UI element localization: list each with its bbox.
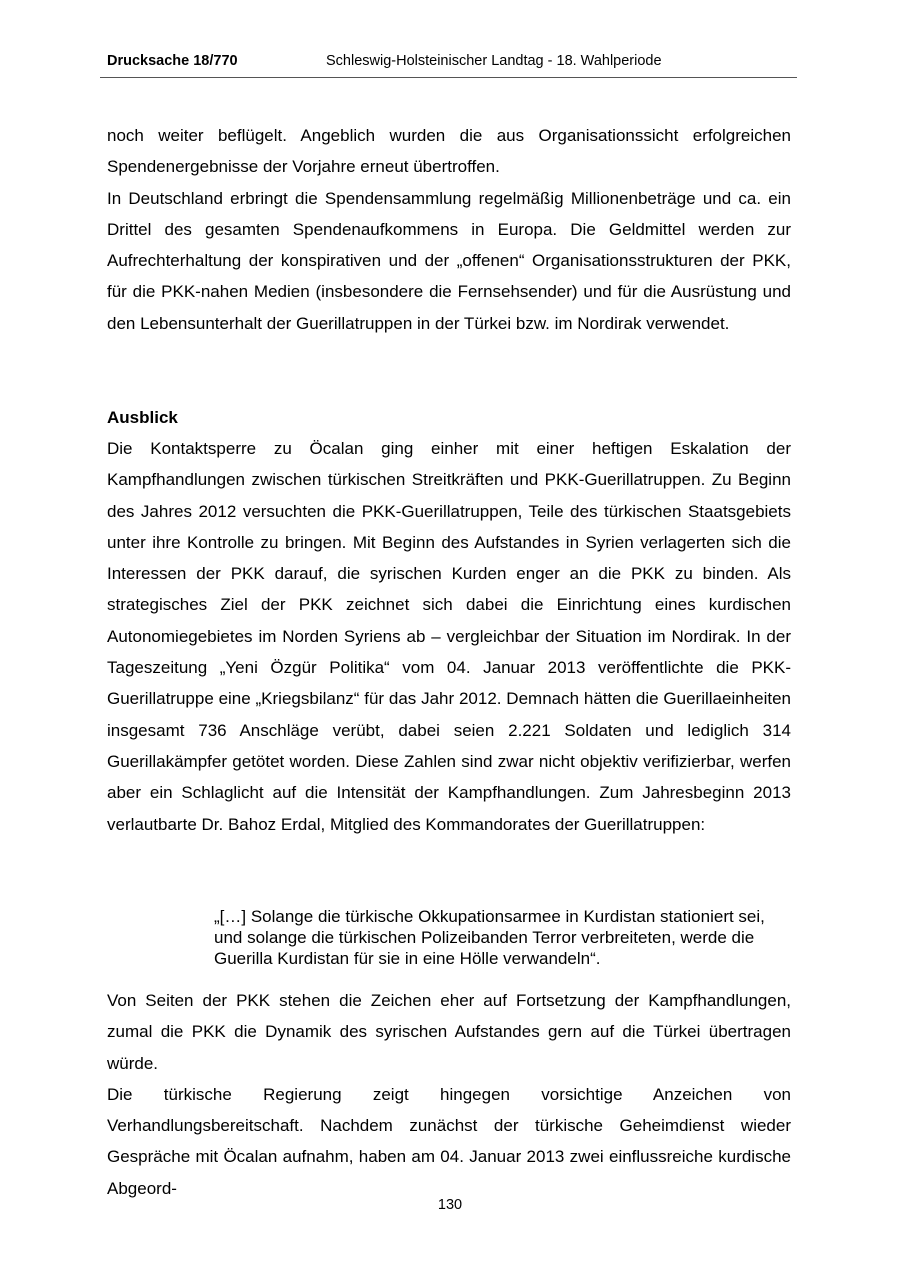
- paragraph-pkk-outlook: Von Seiten der PKK stehen die Zeichen eher auf Fortsetzung der Kampfhandlungen, zumal die PKK die Dynamik des syrischen Aufstandes gern auf die Türkei übertragen würde.: [107, 991, 791, 1073]
- section-heading-ausblick: Ausblick: [107, 408, 178, 427]
- intro-text-block: [107, 120, 791, 339]
- paragraph-donations-germany: In Deutschland erbringt die Spendensammlung regelmäßig Millionenbeträge und ca. ein Drittel des gesamten Spendenaufkommens in Europa. Die Geldmittel werden zur Aufrechterhaltung der konspirativen und der „offenen“ Organisationsstrukturen der PKK, für die PKK-nahen Medien (insbesondere die Fernsehsender) und für die Ausrüstung und den Lebensunterhalt der Guerillatruppen in der Türkei bzw. im Nordirak verwendet.: [107, 188, 791, 333]
- paragraph-donations-result: noch weiter beflügelt. Angeblich wurden die aus Organisationssicht erfolgreichen Spendenergebnisse der Vorjahre erneut übertroffen.: [107, 126, 791, 177]
- quote-bahoz-erdal: „[…] Solange die türkische Okkupationsarmee in Kurdistan stationiert sei, und solange die türkischen Polizeibanden Terror verbreiteten, werde die Guerilla Kurdistan für sie in eine Hölle verwandeln“.: [214, 907, 765, 968]
- paragraph-turkish-government: Die türkische Regierung zeigt hingegen vorsichtige Anzeichen von Verhandlungsbereitschaft. Nachdem zunächst der türkische Geheimdienst wieder Gespräche mit Öcalan aufnahm, haben am 04. Januar 2013 zwei einflussreiche kurdische Abgeord-: [107, 1084, 791, 1198]
- closing-text-block: [107, 985, 791, 1204]
- page-header: [100, 50, 797, 78]
- page-number: 130: [437, 1197, 463, 1213]
- parliament-title: Schleswig-Holsteinischer Landtag - 18. Wahlperiode: [326, 53, 662, 69]
- document-number: Drucksache 18/770: [107, 53, 238, 69]
- paragraph-escalation: Die Kontaktsperre zu Öcalan ging einher mit einer heftigen Eskalation der Kampfhandlungen zwischen türkischen Streitkräften und PKK-Guerillatruppen. Zu Beginn des Jahres 2012 versuchten die PKK-Guerillatruppen, Teile des türkischen Staatsgebiets unter ihre Kontrolle zu bringen. Mit Beginn des Aufstandes in Syrien verlagerten sich die Interessen der PKK darauf, die syrischen Kurden enger an die PKK zu binden. Als strategisches Ziel der PKK zeichnet sich dabei die Einrichtung eines kurdischen Autonomiegebietes im Norden Syriens ab – vergleichbar der Situation im Nordirak. In der Tageszeitung „Yeni Özgür Politika“ vom 04. Januar 2013 veröffentlichte die PKK-Guerillatruppe eine „Kriegsbilanz“ für das Jahr 2012. Demnach hätten die Guerillaeinheiten insgesamt 736 Anschläge verübt, dabei seien 2.221 Soldaten und lediglich 314 Guerillakämpfer getötet worden. Diese Zahlen sind zwar nicht objektiv verifizierbar, werfen aber ein Schlaglicht auf die Intensität der Kampfhandlungen. Zum Jahresbeginn 2013 verlautbarte Dr. Bahoz Erdal, Mitglied des Kommandorates der Guerillatruppen:: [107, 439, 791, 834]
